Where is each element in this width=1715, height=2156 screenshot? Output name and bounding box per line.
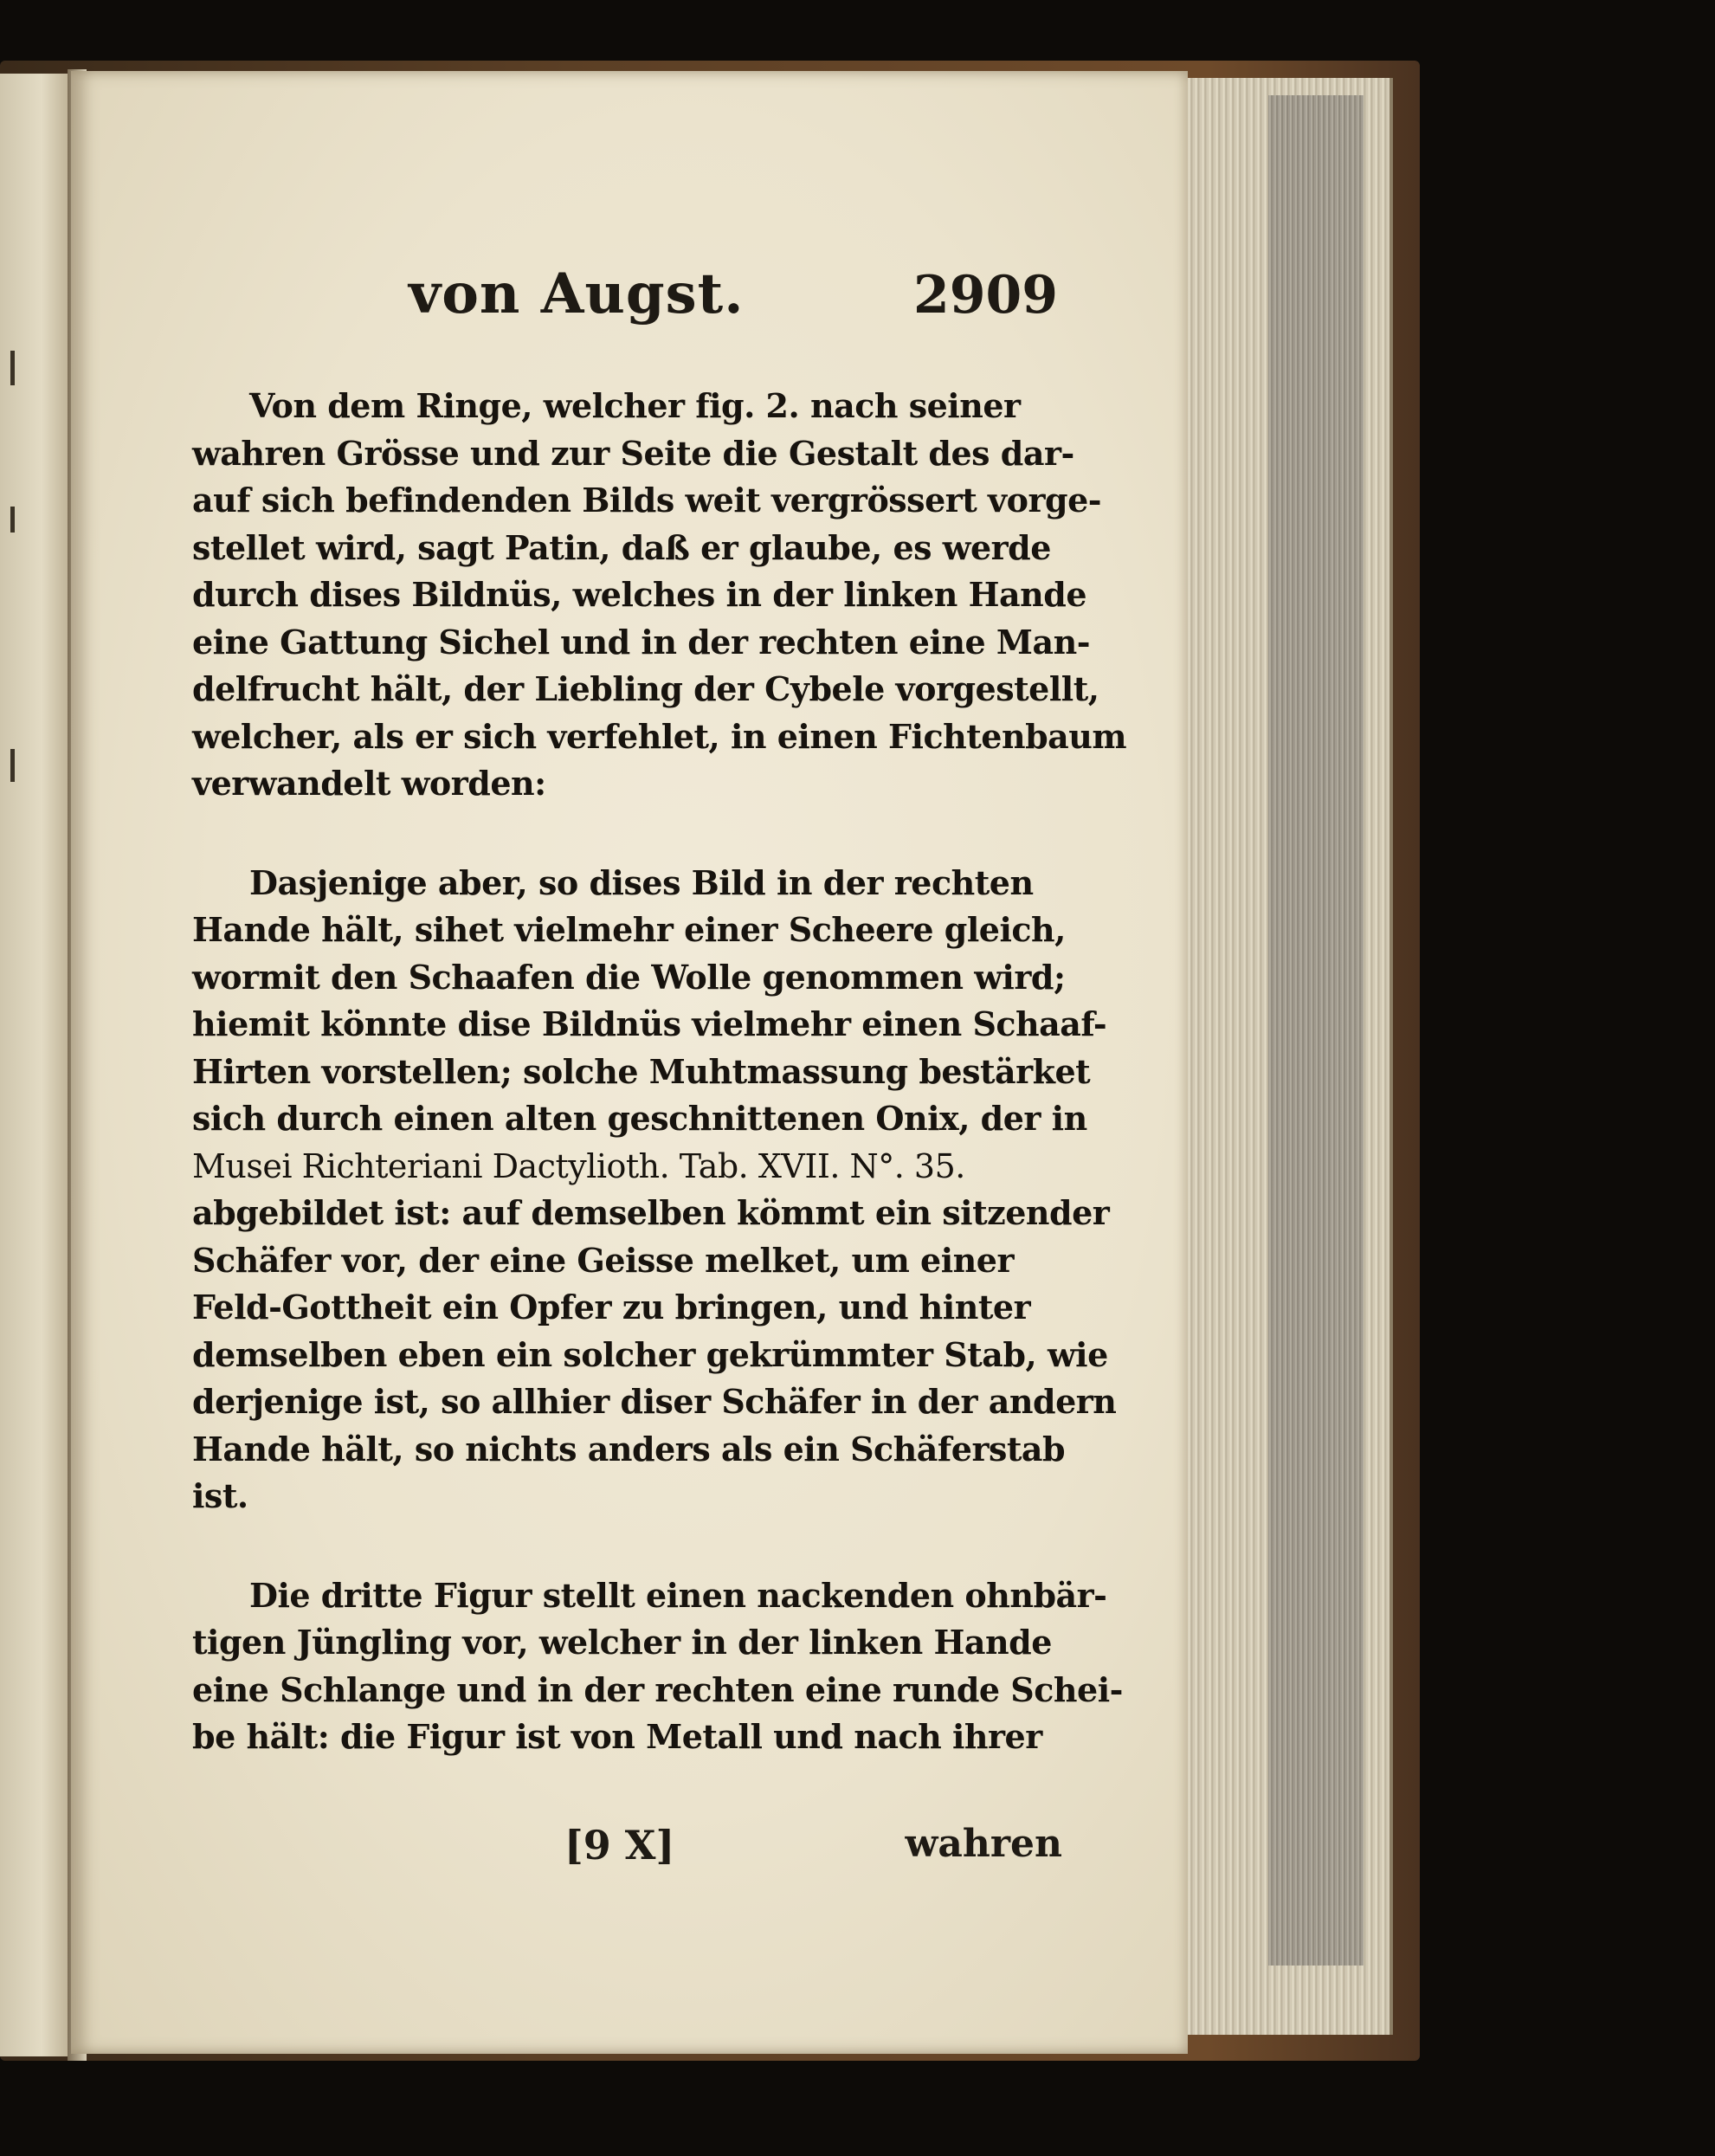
text-line: welcher, als er sich verfehlet, in einen Fichtenbaum bbox=[192, 716, 1127, 756]
text-line: durch dises Bildnüs, welches in der linken Hande bbox=[192, 575, 1087, 614]
text-line: be hält: die Figur ist von Metall und nach ihrer bbox=[192, 1717, 1042, 1756]
signature-mark: [9 X] bbox=[564, 1822, 675, 1869]
text-line: Hirten vorstellen; solche Muhtmassung bestärket bbox=[192, 1051, 1091, 1091]
page-footer bbox=[192, 1822, 1062, 1882]
paragraph-2 bbox=[192, 860, 1117, 1520]
text-line: hiemit könnte dise Bildnüs vielmehr einen Schaaf- bbox=[192, 1004, 1107, 1043]
text-line: tigen Jüngling vor, welcher in der linken Hande bbox=[192, 1623, 1052, 1662]
running-title: von Augst. bbox=[409, 261, 745, 326]
paragraph-1 bbox=[192, 383, 1127, 808]
facing-page-edge bbox=[0, 74, 69, 2056]
page-edges bbox=[1173, 78, 1393, 2035]
text-line: Die dritte Figur stellt einen nackenden ohnbär- bbox=[249, 1575, 1107, 1615]
book-page bbox=[71, 71, 1188, 2054]
text-line: Schäfer vor, der eine Geisse melket, um einer bbox=[192, 1240, 1014, 1280]
ink-mark bbox=[10, 351, 15, 385]
ink-mark bbox=[10, 507, 15, 533]
text-line: abgebildet ist: auf demselben kömmt ein sitzender bbox=[192, 1193, 1110, 1232]
text-line: demselben eben ein solcher gekrümmter Stab, wie bbox=[192, 1334, 1108, 1374]
text-line: delfrucht hält, der Liebling der Cybele vorgestellt, bbox=[192, 669, 1099, 708]
ink-mark bbox=[10, 749, 15, 782]
text-line: Feld-Gottheit ein Opfer zu bringen, und hinter bbox=[192, 1288, 1031, 1327]
catchword: wahren bbox=[905, 1822, 1062, 1866]
text-line: sich durch einen alten geschnittenen Onix, der in bbox=[192, 1099, 1087, 1138]
text-line: Dasjenige aber, so dises Bild in der rechten bbox=[249, 862, 1034, 902]
text-line: wahren Grösse und zur Seite die Gestalt des dar- bbox=[192, 433, 1074, 473]
page-edges-shadow bbox=[1268, 95, 1364, 1966]
body-text bbox=[192, 383, 1127, 1813]
text-line: auf sich befindenden Bilds weit vergrössert vorge- bbox=[192, 481, 1102, 520]
text-line: stellet wird, sagt Patin, daß er glaube, es werde bbox=[192, 527, 1051, 567]
text-line: eine Schlange und in der rechten eine runde Schei- bbox=[192, 1669, 1123, 1709]
text-line: Von dem Ringe, welcher fig. 2. nach seiner bbox=[249, 386, 1021, 425]
text-line: Hande hält, sihet vielmehr einer Scheere gleich, bbox=[192, 910, 1066, 949]
text-line: Musei Richteriani Dactylioth. Tab. XVII. N°. 35. bbox=[192, 1146, 965, 1185]
text-line: Hande hält, so nichts anders als ein Schäferstab bbox=[192, 1429, 1066, 1469]
page-header bbox=[409, 261, 1058, 365]
text-line: eine Gattung Sichel und in der rechten eine Man- bbox=[192, 622, 1090, 662]
page-number: 2909 bbox=[913, 265, 1058, 326]
text-line: wormit den Schaafen die Wolle genommen wird; bbox=[192, 957, 1066, 997]
text-line: ist. bbox=[192, 1476, 248, 1515]
text-line: verwandelt worden: bbox=[192, 764, 546, 803]
paragraph-3 bbox=[192, 1572, 1123, 1761]
text-line: derjenige ist, so allhier diser Schäfer in der andern bbox=[192, 1382, 1117, 1421]
